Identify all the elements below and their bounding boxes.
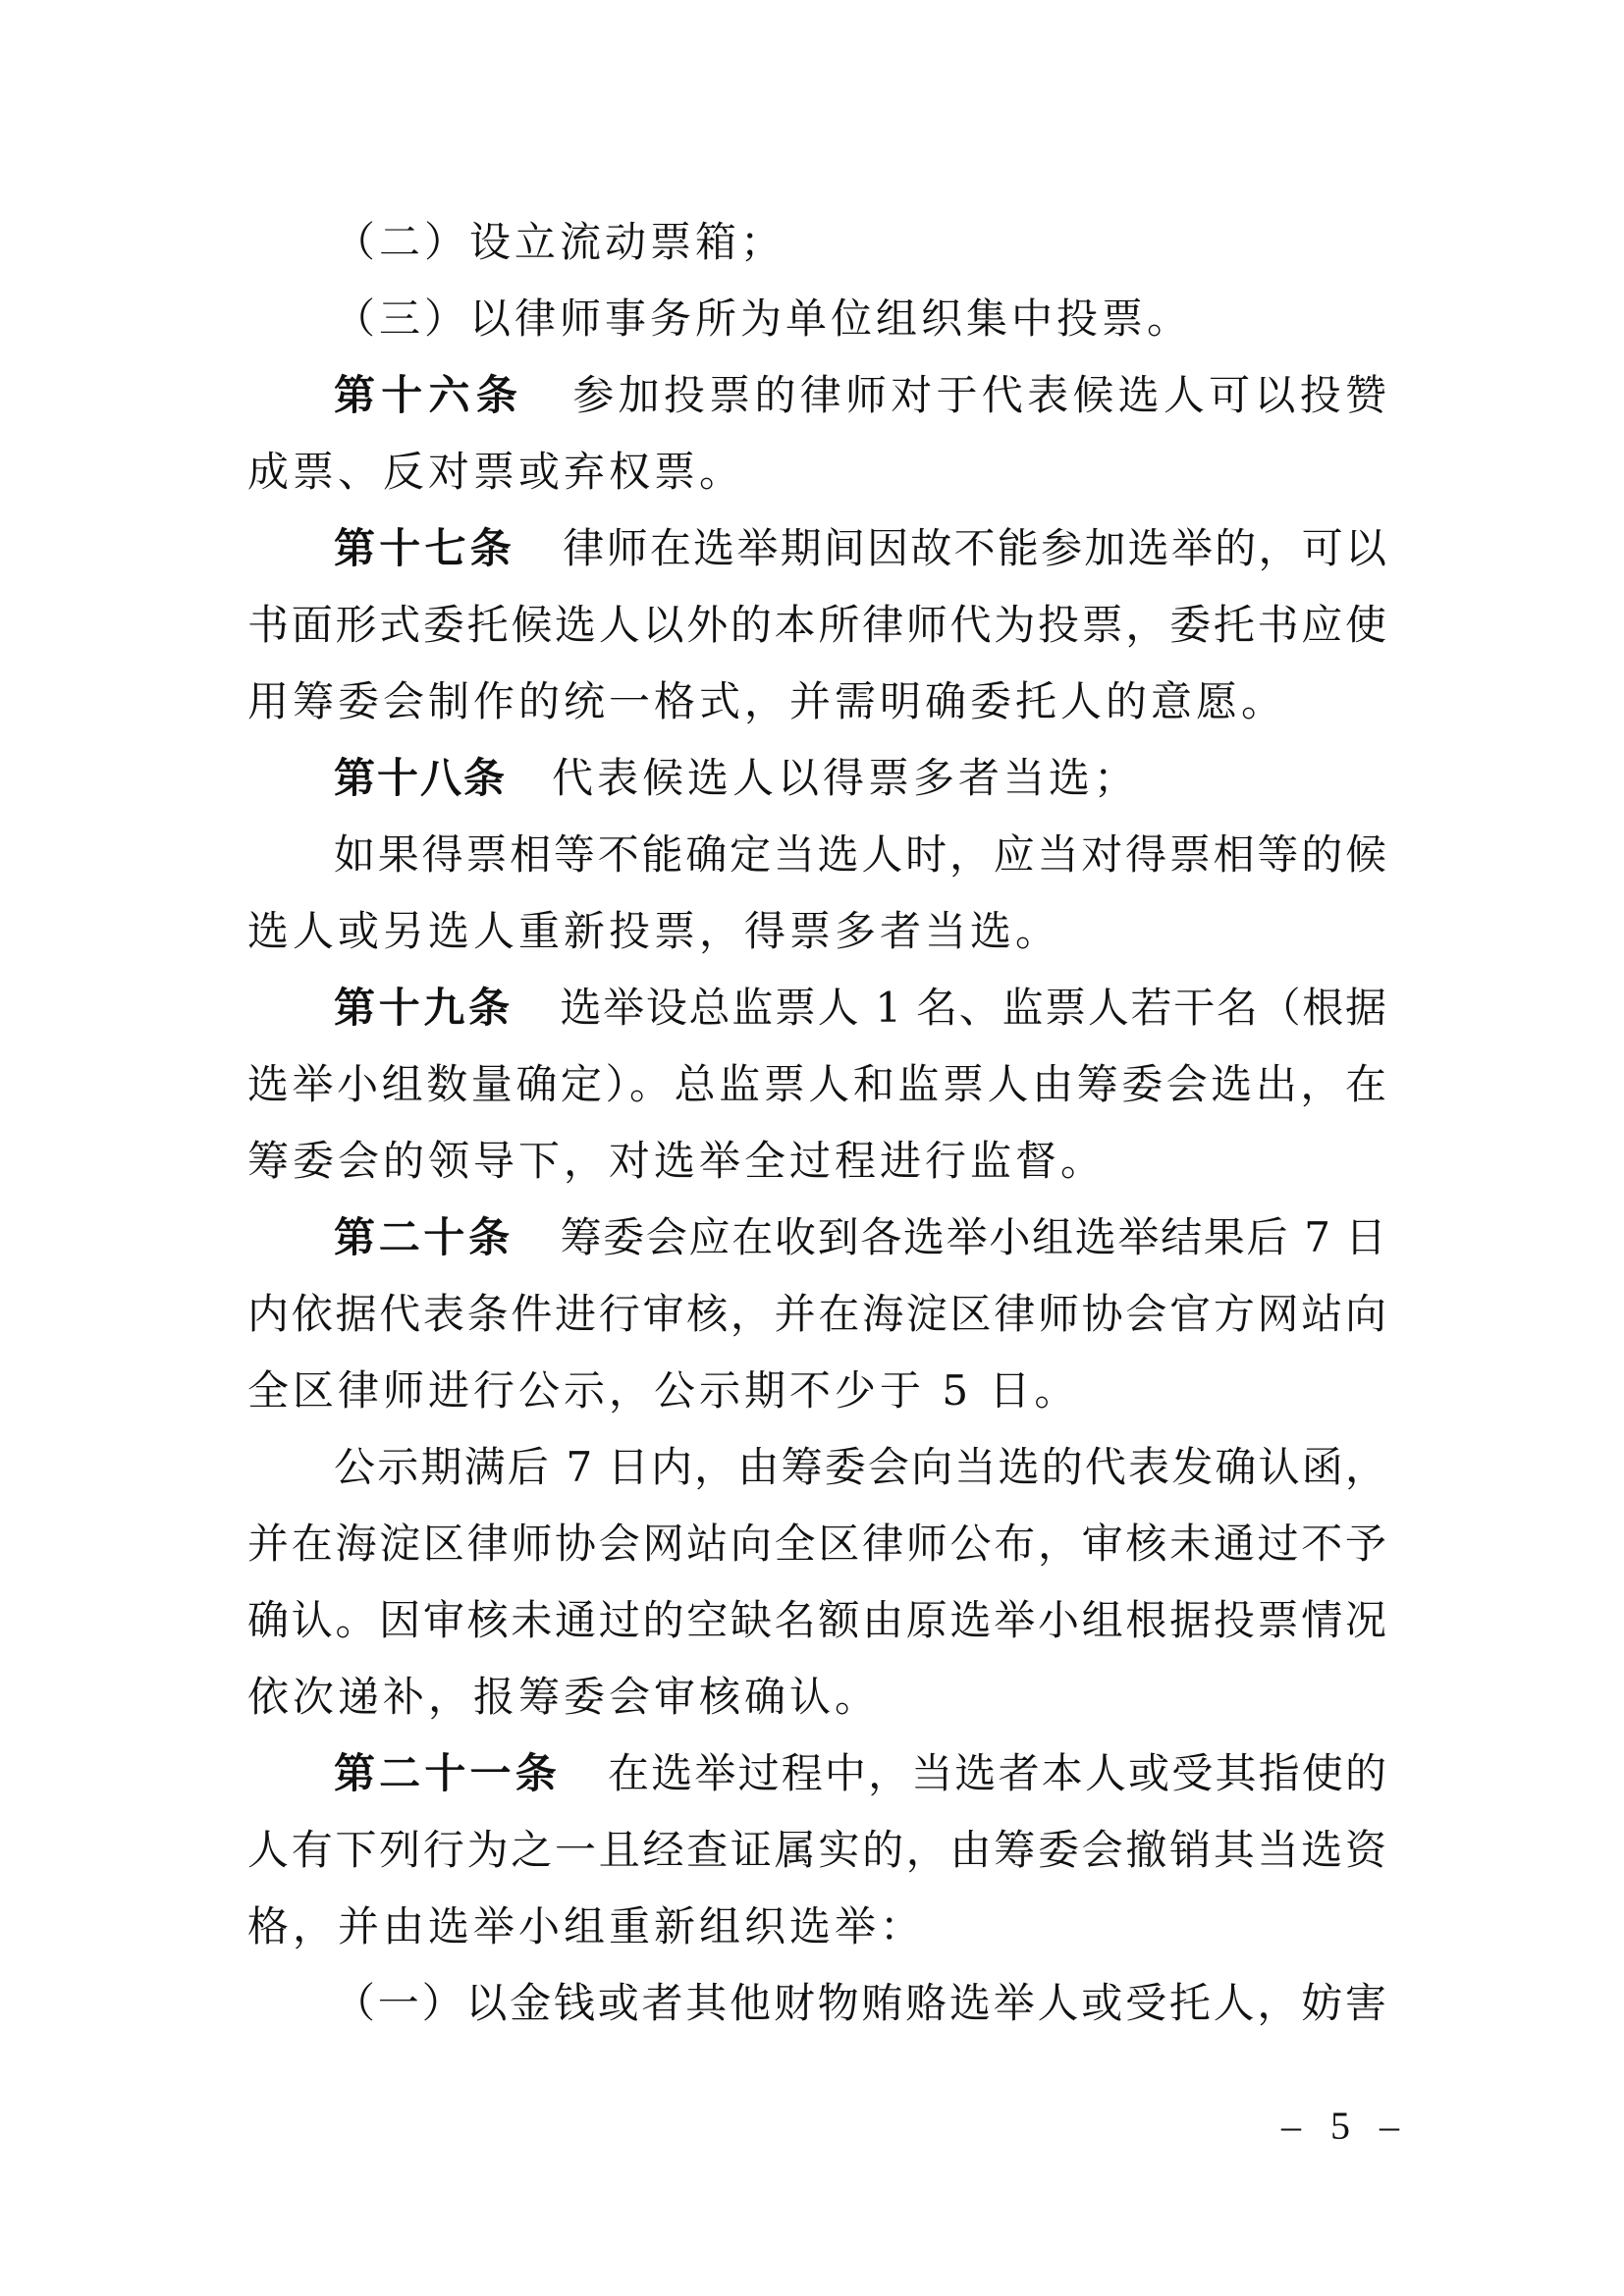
line-text: （三）以律师事务所为单位组织集中投票。 (334, 294, 1193, 343)
article-label: 第十七条 (334, 524, 516, 572)
text-line (334, 1965, 1386, 2042)
line-text: 成票、反对票或弃权票。 (247, 448, 745, 496)
line-text: 确认。因审核未通过的空缺名额由原选举小组根据投票情况 (247, 1596, 1386, 1644)
line-text: 并在海淀区律师协会网站向全区律师公布，审核未通过不予 (247, 1520, 1386, 1568)
text-line (247, 1582, 1386, 1659)
line-text: 代表候选人以得票多者当选； (552, 754, 1140, 802)
line-text: 律师在选举期间因故不能参加选举的，可以 (561, 524, 1386, 572)
line-text: 依次递补，报筹委会审核确认。 (247, 1673, 881, 1721)
line-text: 参加投票的律师对于代表候选人可以投赞 (568, 371, 1386, 419)
line-text: 用筹委会制作的统一格式，并需明确委托人的意愿。 (247, 677, 1287, 725)
text-line (247, 587, 1386, 664)
line-text: 选举设总监票人 1 名、监票人若干名（根据 (558, 984, 1386, 1032)
line-text: 全区律师进行公示，公示期不少于 5 日。 (247, 1366, 1080, 1415)
text-line (247, 893, 1060, 970)
text-line (247, 1276, 1386, 1353)
line-text: （一）以金钱或者其他财物贿赂选举人或受托人，妨害 (334, 1979, 1386, 2027)
line-text: （二）设立流动票箱； (334, 218, 786, 266)
line-text: 如果得票相等不能确定当选人时，应当对得票相等的候 (334, 830, 1386, 879)
text-line (247, 1506, 1386, 1582)
text-line (247, 1046, 1386, 1123)
article-18-heading-line (334, 740, 1139, 817)
line-text: 选举小组数量确定）。总监票人和监票人由筹委会选出，在 (247, 1060, 1386, 1108)
line-text: 筹委会的领导下，对选举全过程进行监督。 (247, 1137, 1107, 1185)
article-21-heading-line (334, 1735, 1386, 1812)
line-text: 格，并由选举小组重新组织选举： (247, 1902, 926, 1950)
article-label: 第十六条 (334, 371, 524, 419)
text-line (247, 664, 1286, 740)
line-text: 人有下列行为之一且经查证属实的，由筹委会撤销其当选资 (247, 1826, 1386, 1874)
text-line (334, 281, 1192, 357)
article-19-heading-line (334, 970, 1386, 1046)
line-text: 选人或另选人重新投票，得票多者当选。 (247, 907, 1061, 955)
text-line (247, 434, 744, 510)
text-line (247, 1659, 880, 1735)
article-label: 第二十一条 (334, 1749, 561, 1797)
article-label: 第十九条 (334, 984, 514, 1032)
page-number: – 5 – (1281, 2104, 1409, 2148)
text-line (247, 1812, 1386, 1889)
text-line (247, 1889, 925, 1965)
article-16-heading-line (334, 357, 1386, 434)
article-label: 第十八条 (334, 754, 508, 802)
text-line (334, 817, 1386, 893)
article-17-heading-line (334, 510, 1386, 587)
article-label: 第二十条 (334, 1213, 514, 1261)
text-line (247, 1123, 1106, 1200)
line-text: 内依据代表条件进行审核，并在海淀区律师协会官方网站向 (247, 1290, 1386, 1338)
line-text: 书面形式委托候选人以外的本所律师代为投票，委托书应使 (247, 601, 1386, 649)
text-line (334, 204, 785, 281)
line-text: 筹委会应在收到各选举小组选举结果后 7 日 (558, 1213, 1386, 1261)
article-20-heading-line (334, 1200, 1386, 1276)
text-line (247, 1353, 1079, 1429)
text-line (334, 1429, 1386, 1506)
line-text: 在选举过程中，当选者本人或受其指使的 (605, 1749, 1386, 1797)
line-text: 公示期满后 7 日内，由筹委会向当选的代表发确认函， (334, 1443, 1386, 1491)
